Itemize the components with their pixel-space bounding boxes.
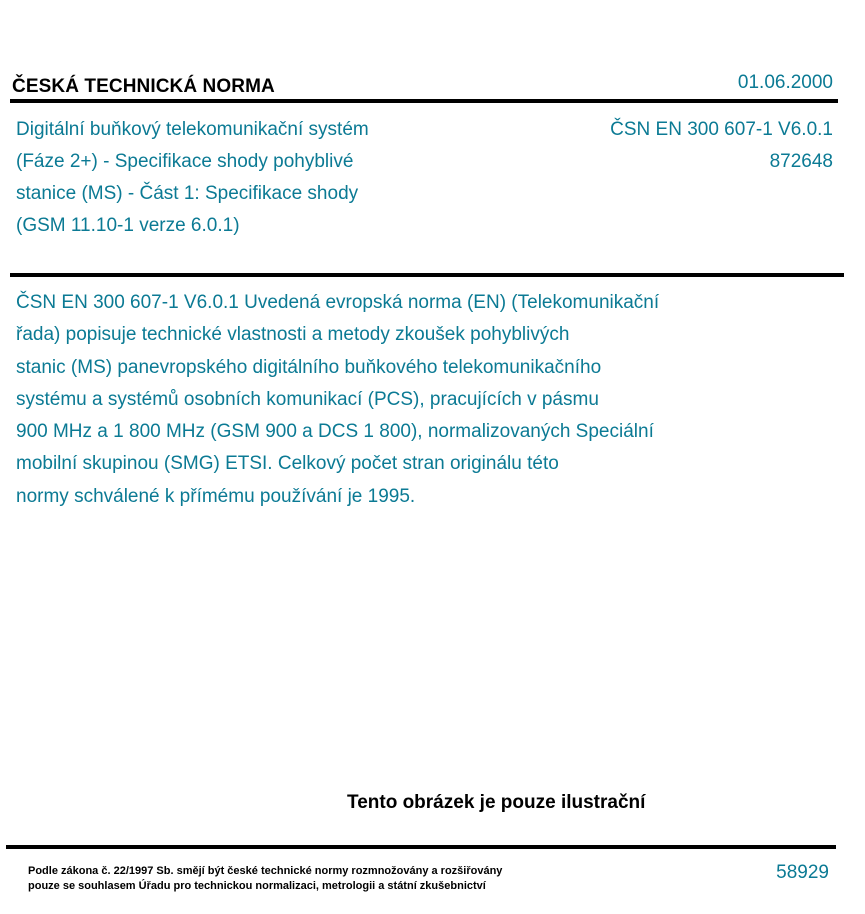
header-divider xyxy=(10,99,838,103)
catalog-number: 872648 xyxy=(769,151,833,172)
description-line: ČSN EN 300 607-1 V6.0.1 Uvedená evropská norma (EN) (Telekomunikační xyxy=(16,292,660,313)
standard-title-line: (GSM 11.10-1 verze 6.0.1) xyxy=(16,215,240,236)
standard-code: ČSN EN 300 607-1 V6.0.1 xyxy=(610,119,833,140)
document-header-title: ČESKÁ TECHNICKÁ NORMA xyxy=(12,76,275,97)
description-line: normy schválené k přímému používání je 1995. xyxy=(16,485,416,507)
description-line: systému a systémů osobních komunikací (PCS), pracujících v pásmu xyxy=(16,388,599,410)
legal-notice-line: pouze se souhlasem Úřadu pro technickou normalizaci, metrologii a státní zkušebnictví xyxy=(28,880,486,892)
section-divider xyxy=(10,273,844,277)
description-line: stanic (MS) panevropského digitálního buňkového telekomunikačního xyxy=(16,356,602,378)
footer-divider xyxy=(6,845,836,849)
issue-date: 01.06.2000 xyxy=(737,72,833,93)
legal-notice xyxy=(28,864,502,894)
document-number: 58929 xyxy=(776,862,829,883)
illustration-note: Tento obrázek je pouze ilustrační xyxy=(347,792,646,813)
standard-title-line: Digitální buňkový telekomunikační systém xyxy=(16,119,369,140)
standard-title xyxy=(16,114,486,242)
standard-title-line: stanice (MS) - Část 1: Specifikace shody xyxy=(16,183,359,204)
standard-title-line: (Fáze 2+) - Specifikace shody pohyblivé xyxy=(16,151,354,172)
standard-description xyxy=(16,287,776,513)
legal-notice-line: Podle zákona č. 22/1997 Sb. smějí být české technické normy rozmnožovány a rozšiřovány xyxy=(28,865,503,877)
description-line: 900 MHz a 1 800 MHz (GSM 900 a DCS 1 800), normalizovaných Speciální xyxy=(16,421,654,443)
description-line: řada) popisuje technické vlastnosti a metody zkoušek pohyblivých xyxy=(16,324,570,346)
standard-identifiers xyxy=(610,114,833,178)
description-line: mobilní skupinou (SMG) ETSI. Celkový počet stran originálu této xyxy=(16,453,559,475)
